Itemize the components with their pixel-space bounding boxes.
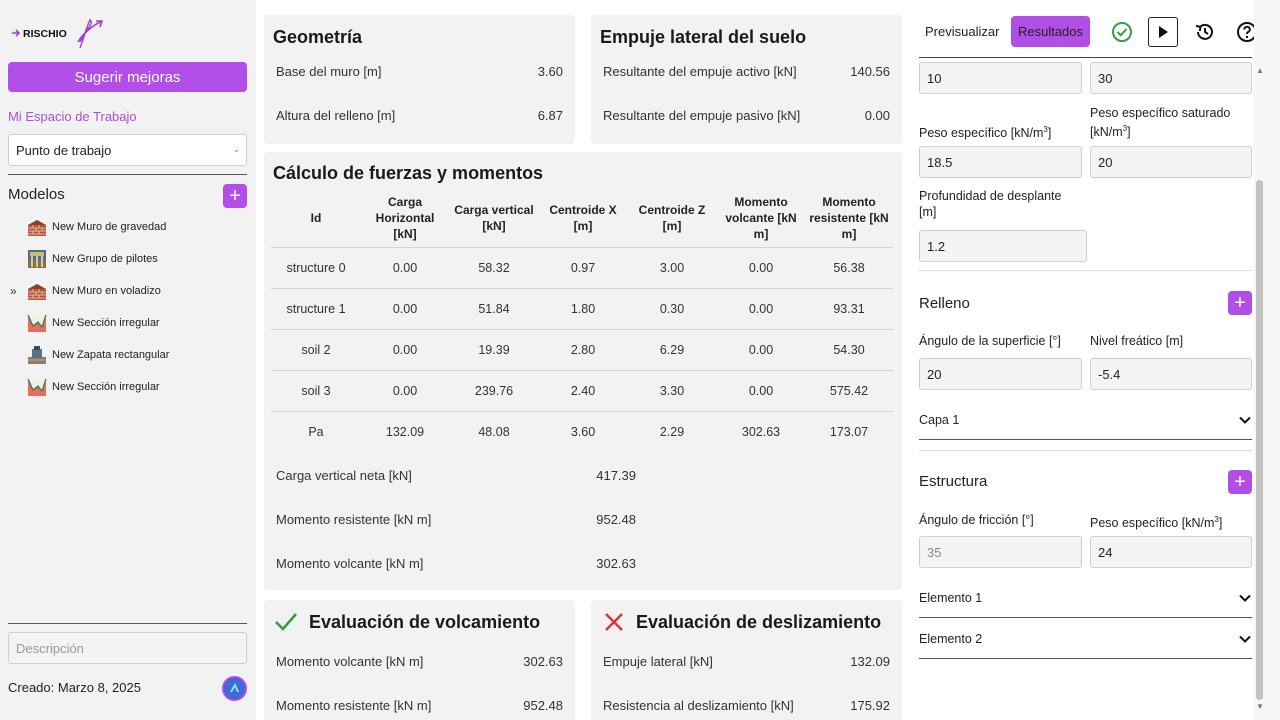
table-cell: Pa — [308, 424, 324, 439]
scrollbar-thumb[interactable] — [1256, 180, 1263, 700]
column-header: Carga vertical [kN] — [449, 189, 539, 247]
row-label: Altura del relleno [m] — [276, 108, 396, 123]
avatar[interactable] — [222, 676, 247, 701]
divider — [8, 623, 247, 624]
chevron-down-icon — [1238, 413, 1252, 427]
table-row — [271, 247, 893, 288]
top-input-left[interactable]: 10 — [919, 62, 1082, 94]
divider — [8, 174, 247, 175]
model-label: New Zapata rectangular — [52, 349, 170, 361]
row-value: 132.09 — [850, 654, 890, 669]
created-date: Creado: Marzo 8, 2025 — [8, 680, 141, 695]
table-cell: 2.80 — [539, 329, 627, 370]
chevron-down-icon — [1238, 591, 1252, 605]
friction-angle-label: Ángulo de fricción [°] — [919, 513, 1034, 527]
sliding-header — [603, 611, 881, 633]
properties-form — [919, 58, 1252, 720]
column-header: Momento resistente [kN m] — [805, 189, 893, 247]
table-cell: 93.31 — [805, 288, 893, 329]
table-cell: 0.30 — [627, 288, 717, 329]
structure-section-title: Estructura — [919, 473, 988, 490]
table-cell: 0.00 — [717, 370, 805, 411]
row-label: Base del muro [m] — [276, 64, 382, 79]
table-cell: soil 2 — [271, 329, 361, 370]
model-list — [8, 211, 247, 403]
scroll-down-icon[interactable]: ▼ — [1256, 702, 1264, 711]
table-cell: soil 3 — [271, 370, 361, 411]
description-input[interactable]: Descripción — [8, 632, 247, 664]
model-item[interactable] — [8, 275, 247, 307]
irregular-section-icon — [27, 313, 47, 333]
row-value: 0.00 — [864, 108, 890, 123]
workspace-select[interactable] — [8, 134, 247, 166]
overturning-title: Evaluación de volcamiento — [309, 611, 541, 632]
sliding-title: Evaluación de deslizamiento — [636, 611, 882, 632]
section-divider — [919, 270, 1252, 271]
models-title: Modelos — [8, 186, 65, 203]
element-1-accordion[interactable] — [919, 578, 1252, 618]
row-label: Resistencia al deslizamiento [kN] — [603, 698, 794, 713]
row-value: 302.63 — [596, 556, 636, 571]
table-cell: 0.00 — [717, 329, 805, 370]
accordion-label: Elemento 1 — [919, 590, 983, 605]
table-cell: 0.00 — [717, 288, 805, 329]
table-cell: 0.00 — [361, 288, 449, 329]
geometry-card — [264, 15, 575, 144]
lateral-pressure-card — [591, 15, 902, 144]
table-cell: 54.30 — [805, 329, 893, 370]
table-cell: 132.09 — [385, 424, 425, 439]
model-item[interactable] — [8, 339, 247, 371]
column-header: Centroide X [m] — [539, 189, 627, 247]
fill-section-title: Relleno — [919, 295, 970, 312]
table-cell: 3.30 — [627, 370, 717, 411]
history-icon[interactable] — [1193, 20, 1217, 44]
model-label: New Grupo de pilotes — [52, 253, 158, 265]
row-value: 952.48 — [523, 698, 563, 713]
column-header: Carga Horizontal [kN] — [361, 189, 449, 247]
surface-angle-label: Ángulo de la superficie [°] — [919, 334, 1061, 348]
results-button[interactable]: Resultados — [1011, 16, 1090, 47]
row-value: 302.63 — [523, 654, 563, 669]
chevron-down-icon — [1238, 632, 1252, 646]
logo-text: RISCHIO — [23, 28, 67, 40]
toolbar — [912, 0, 1262, 60]
results-area — [256, 0, 912, 720]
check-icon — [274, 611, 298, 633]
active-indicator-icon: » — [10, 284, 17, 298]
brick-wall-icon — [27, 281, 47, 301]
workspace-link[interactable]: Mi Espacio de Trabajo — [8, 109, 137, 124]
table-cell: 0.97 — [539, 247, 627, 288]
sidebar — [0, 0, 256, 720]
row-label: Carga vertical neta [kN] — [276, 468, 412, 483]
table-cell: 1.80 — [539, 288, 627, 329]
table-cell: 51.84 — [449, 288, 539, 329]
forces-card — [264, 152, 902, 590]
table-cell: 0.00 — [361, 247, 449, 288]
error-x-icon — [603, 611, 625, 633]
suggest-improvements-button[interactable]: Sugerir mejoras — [8, 62, 247, 92]
table-row — [271, 329, 893, 370]
chevron-down-icon: ⌄ — [232, 144, 240, 154]
brick-wall-icon — [27, 217, 47, 237]
sliding-card — [591, 600, 902, 720]
table-cell: 3.00 — [627, 247, 717, 288]
table-cell: 239.76 — [449, 370, 539, 411]
row-label: Momento resistente [kN m] — [276, 512, 432, 527]
add-structure-button[interactable]: + — [1228, 470, 1252, 494]
water-table-input[interactable]: -5.4 — [1090, 358, 1252, 390]
user-avatar-icon — [224, 678, 245, 699]
lateral-pressure-title: Empuje lateral del suelo — [600, 27, 807, 47]
geometry-row — [276, 64, 563, 79]
model-item[interactable] — [8, 211, 247, 243]
table-cell: 2.40 — [539, 370, 627, 411]
surface-angle-input[interactable]: 20 — [919, 358, 1082, 390]
table-row — [271, 411, 893, 452]
table-cell: 575.42 — [805, 370, 893, 411]
saturated-weight-label: Peso específico saturado $[kN/m^3]$ — [1090, 106, 1231, 140]
forces-table — [271, 189, 893, 452]
lateral-row — [603, 64, 890, 79]
table-cell: 2.29 — [659, 424, 685, 439]
sliding-row — [603, 698, 890, 713]
overturning-row — [276, 698, 563, 713]
row-label: Resultante del empuje activo [kN] — [603, 64, 797, 79]
row-label: Momento resistente [kN m] — [276, 698, 432, 713]
model-label: New Sección irregular — [52, 381, 160, 393]
model-item[interactable] — [8, 371, 247, 403]
table-cell: 58.32 — [449, 247, 539, 288]
model-label: New Muro de gravedad — [52, 221, 167, 233]
table-header-row — [271, 189, 893, 247]
geometry-row — [276, 108, 563, 123]
row-value: 3.60 — [537, 64, 563, 79]
structure-weight-input[interactable]: 24 — [1090, 536, 1252, 568]
table-row — [271, 370, 893, 411]
table-cell: 302.63 — [741, 424, 781, 439]
sliding-row — [603, 654, 890, 669]
table-cell: 0.00 — [361, 329, 449, 370]
irregular-section-icon — [27, 377, 47, 397]
overturning-row — [276, 654, 563, 669]
row-label: Empuje lateral [kN] — [603, 654, 713, 669]
table-cell: 173.07 — [829, 424, 869, 439]
model-label: New Muro en voladizo — [52, 285, 161, 297]
check-circle-icon[interactable] — [1111, 21, 1133, 43]
run-button[interactable] — [1148, 17, 1178, 47]
forces-title: Cálculo de fuerzas y momentos — [273, 163, 544, 183]
row-label: Momento volcante [kN m] — [276, 556, 424, 571]
play-icon — [1157, 25, 1169, 39]
water-table-label: Nivel freático [m] — [1090, 334, 1184, 348]
structure-weight-label: Peso específico $[kN/m^3]$ — [1090, 515, 1223, 531]
specific-weight-label: Peso específico $[kN/m^3]$ — [919, 125, 1052, 141]
model-item[interactable] — [8, 243, 247, 275]
depth-label: Profundidad de desplante [m] — [919, 189, 1062, 219]
add-model-button[interactable]: + — [223, 184, 247, 208]
row-value: 417.39 — [596, 468, 636, 483]
depth-input[interactable]: 1.2 — [919, 230, 1087, 262]
accordion-label: Capa 1 — [919, 412, 960, 427]
specific-weight-input[interactable]: 18.5 — [919, 146, 1082, 178]
row-label: Momento volcante [kN m] — [276, 654, 424, 669]
table-cell: 6.29 — [627, 329, 717, 370]
overturning-card — [264, 600, 575, 720]
column-header: Momento volcante [kN m] — [717, 189, 805, 247]
rischio-logo[interactable] — [10, 18, 110, 52]
add-fill-button[interactable]: + — [1228, 291, 1252, 315]
element-2-accordion[interactable] — [919, 619, 1252, 659]
row-value: 140.56 — [850, 64, 890, 79]
table-cell: 3.60 — [570, 424, 596, 439]
accordion-label: Elemento 2 — [919, 631, 983, 646]
workspace-select-value: Punto de trabajo — [16, 142, 112, 158]
table-cell: 19.39 — [449, 329, 539, 370]
table-cell: 0.00 — [717, 247, 805, 288]
row-value: 6.87 — [537, 108, 563, 123]
friction-angle-input[interactable]: 35 — [919, 536, 1082, 568]
summary-row — [276, 512, 636, 527]
model-item[interactable] — [8, 307, 247, 339]
column-header: Centroide Z [m] — [627, 189, 717, 247]
summary-row — [276, 468, 636, 483]
scroll-up-icon[interactable]: ▲ — [1256, 66, 1264, 75]
geometry-title: Geometría — [273, 27, 363, 47]
model-label: New Sección irregular — [52, 317, 160, 329]
table-cell: 48.08 — [478, 424, 510, 439]
table-cell: 0.00 — [361, 370, 449, 411]
pile-group-icon — [27, 249, 47, 269]
top-input-right[interactable]: 30 — [1090, 62, 1252, 94]
row-value: 952.48 — [596, 512, 636, 527]
lateral-row — [603, 108, 890, 123]
table-cell: 56.38 — [805, 247, 893, 288]
preview-button[interactable]: Previsualizar — [925, 24, 1000, 39]
row-label: Resultante del empuje pasivo [kN] — [603, 108, 801, 123]
row-value: 175.92 — [850, 698, 890, 713]
summary-row — [276, 556, 636, 571]
layer-1-accordion[interactable] — [919, 400, 1252, 440]
table-row — [271, 288, 893, 329]
table-cell: structure 1 — [271, 288, 361, 329]
table-cell: structure 0 — [271, 247, 361, 288]
section-divider — [919, 450, 1252, 451]
saturated-weight-input[interactable]: 20 — [1090, 146, 1252, 178]
rectangular-footing-icon — [27, 345, 47, 365]
column-header: Id — [271, 189, 361, 247]
properties-panel — [912, 0, 1280, 720]
overturning-header — [274, 611, 540, 633]
